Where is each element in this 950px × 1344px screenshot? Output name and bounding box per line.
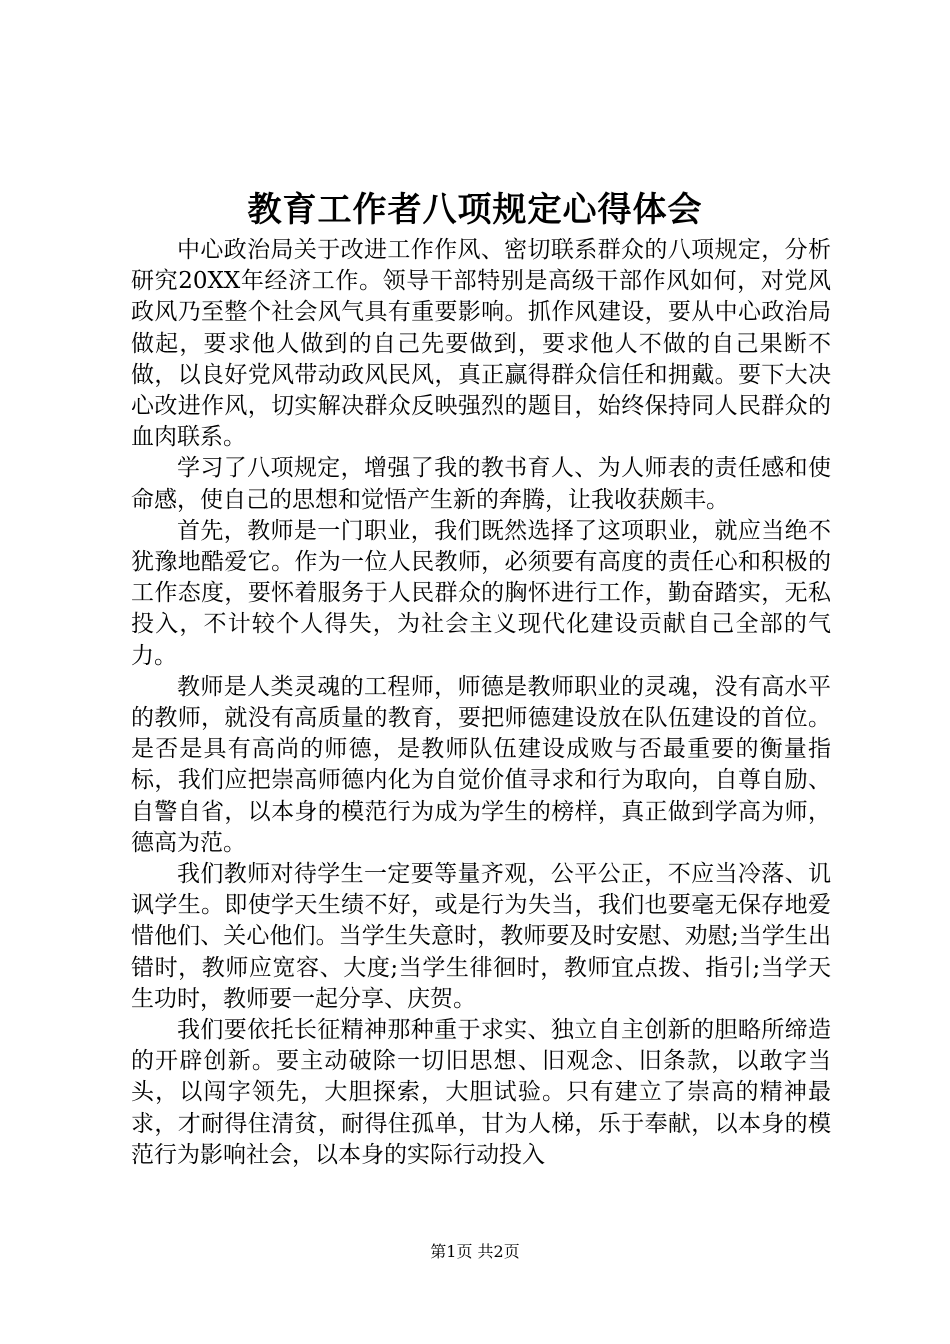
document-body [131, 235, 831, 1171]
paragraph-6: 我们要依托长征精神那种重于求实、独立自主创新的胆略所缔造的开辟创新。要主动破除一切旧思想、旧观念、旧条款，以敢字当头，以闯字领先，大胆探索，大胆试验。只有建立了崇高的精神最求，才耐得住清贫，耐得住孤单，甘为人梯，乐于奉献，以本身的模范行为影响社会，以本身的实际行动投入 [131, 1017, 831, 1168]
paragraph-2: 学习了八项规定，增强了我的教书育人、为人师表的责任感和使命感，使自己的思想和觉悟产生新的奔腾，让我收获颇丰。 [131, 455, 831, 513]
paragraph-3: 首先，教师是一门职业，我们既然选择了这项职业，就应当绝不犹豫地酷爱它。作为一位人民教师，必须要有高度的责任心和积极的工作态度，要怀着服务于人民群众的胸怀进行工作，勤奋踏实，无私投入，不计较个人得失，为社会主义现代化建设贡献自己全部的气力。 [131, 517, 831, 669]
document-title: 教育工作者八项规定心得体会 [247, 190, 703, 230]
paragraph-1: 中心政治局关于改进工作作风、密切联系群众的八项规定，分析研究20XX年经济工作。领导干部特别是高级干部作风如何，对党风政风乃至整个社会风气具有重要影响。抓作风建设，要从中心政治局做起，要求他人做到的自己先要做到，要求他人不做的自己果断不做，以良好党风带动政风民风，真正赢得群众信任和拥戴。要下大决心改进作风，切实解决群众反映强烈的题目，始终保持同人民群众的血肉联系。 [131, 237, 831, 451]
paragraph-4: 教师是人类灵魂的工程师，师德是教师职业的灵魂，没有高水平的教师，就没有高质量的教育，要把师德建设放在队伍建设的首位。是否是具有高尚的师德，是教师队伍建设成败与否最重要的衡量指标，我们应把崇高师德内化为自觉价值寻求和行为取向，自尊自励、自警自省，以本身的模范行为成为学生的榜样，真正做到学高为师，德高为范。 [131, 673, 831, 856]
page-footer: 第1页 共2页 [430, 1242, 520, 1261]
paragraph-5: 我们教师对待学生一定要等量齐观，公平公正，不应当冷落、讥讽学生。即使学天生绩不好，或是行为失当，我们也要毫无保存地爱惜他们、关心他们。当学生失意时，教师要及时安慰、劝慰;当学生出错时，教师应宽容、大度;当学生徘徊时，教师宜点拨、指引;当学天生功时，教师要一起分享、庆贺。 [131, 861, 831, 1012]
